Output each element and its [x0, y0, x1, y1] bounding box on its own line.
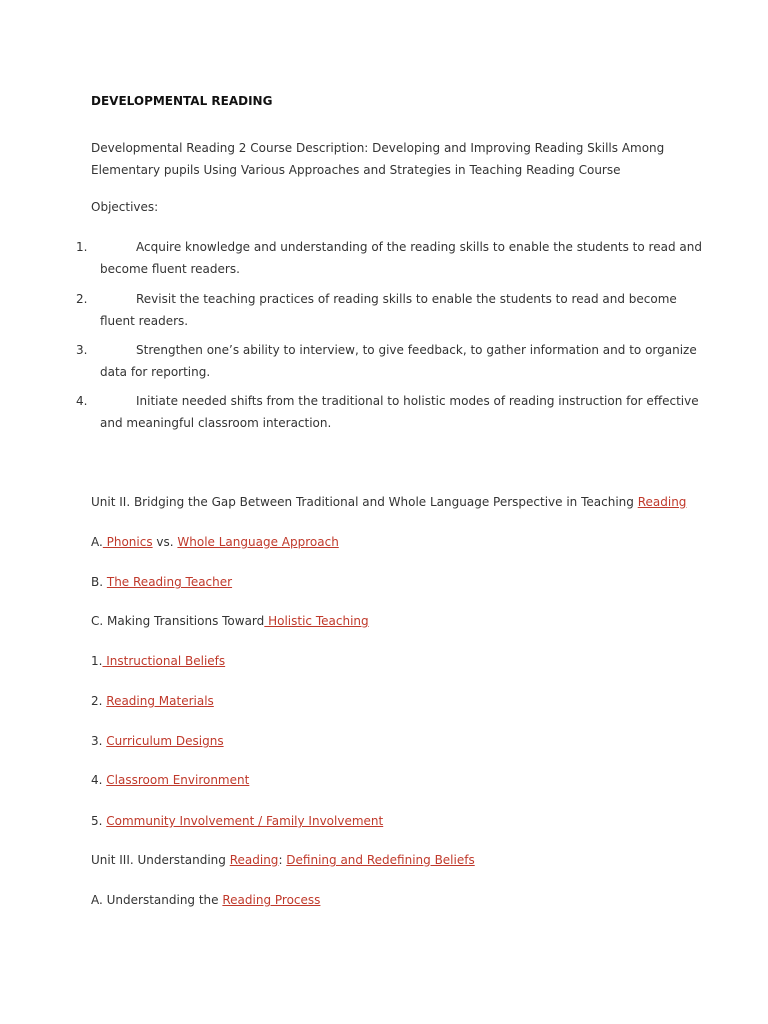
list-item: [91, 575, 232, 589]
item-prefix: A. Understanding the: [91, 893, 223, 907]
item-separator: :: [278, 853, 287, 867]
list-item: [91, 773, 249, 787]
item-separator: vs.: [152, 535, 178, 549]
list-item: [91, 734, 224, 748]
objective-text-continued: become fluent readers.: [100, 262, 240, 276]
phonics-link[interactable]: Phonics: [102, 535, 153, 549]
reading-link[interactable]: Reading: [637, 495, 687, 509]
item-prefix: A.: [91, 535, 103, 549]
list-item: [91, 614, 369, 628]
whole-language-approach-link[interactable]: Whole Language Approach: [177, 535, 339, 549]
objective-number: 4.: [76, 394, 88, 408]
reading-teacher-link[interactable]: The Reading Teacher: [106, 575, 233, 589]
objective-text: Acquire knowledge and understanding of the reading skills to enable the students to read and: [136, 240, 702, 254]
objectives-label: Objectives:: [91, 200, 159, 214]
defining-redefining-beliefs-link[interactable]: Defining and Redefining Beliefs: [286, 853, 475, 867]
objective-text: Initiate needed shifts from the traditional to holistic modes of reading instruction for effective: [136, 394, 699, 408]
objective-number: 3.: [76, 343, 88, 357]
holistic-teaching-link[interactable]: Holistic Teaching: [264, 614, 369, 628]
item-prefix: 1.: [91, 654, 103, 668]
community-involvement-link[interactable]: Community Involvement / Family Involvement: [106, 814, 384, 828]
reading-materials-link[interactable]: Reading Materials: [106, 694, 214, 708]
reading-link[interactable]: Reading: [229, 853, 279, 867]
reading-process-link[interactable]: Reading Process: [222, 893, 321, 907]
course-description: Developmental Reading 2 Course Description: Developing and Improving Reading Skills Among Elementary pupils Using Various Approaches and Strategies in Teaching Reading Course: [91, 141, 665, 177]
instructional-beliefs-link[interactable]: Instructional Beliefs: [102, 654, 226, 668]
item-prefix: 5.: [91, 814, 107, 828]
item-prefix: 2.: [91, 694, 107, 708]
objective-text-continued: and meaningful classroom interaction.: [100, 416, 332, 430]
objective-text-continued: data for reporting.: [100, 365, 211, 379]
list-item: [91, 814, 383, 828]
document-title: DEVELOPMENTAL READING: [91, 94, 273, 108]
list-item: [91, 535, 339, 549]
item-prefix: 4.: [91, 773, 107, 787]
objective-text: Strengthen one’s ability to interview, to give feedback, to gather information and to organize: [136, 343, 697, 357]
curriculum-designs-link[interactable]: Curriculum Designs: [106, 734, 224, 748]
unit-2-heading: [91, 495, 686, 509]
item-prefix: C. Making Transitions Toward: [91, 614, 265, 628]
list-item: [91, 694, 214, 708]
item-prefix: 3.: [91, 734, 107, 748]
unit-2-text: Unit II. Bridging the Gap Between Traditional and Whole Language Perspective in Teaching: [91, 495, 638, 509]
item-prefix: B.: [91, 575, 107, 589]
objective-text-continued: fluent readers.: [100, 314, 189, 328]
objective-number: 1.: [76, 240, 88, 254]
list-item: [91, 654, 225, 668]
unit-3-text: Unit III. Understanding: [91, 853, 230, 867]
classroom-environment-link[interactable]: Classroom Environment: [106, 773, 250, 787]
unit-3-heading: [91, 853, 475, 867]
objective-text: Revisit the teaching practices of reading skills to enable the students to read and become: [136, 292, 677, 306]
list-item: [91, 893, 320, 907]
objective-number: 2.: [76, 292, 88, 306]
